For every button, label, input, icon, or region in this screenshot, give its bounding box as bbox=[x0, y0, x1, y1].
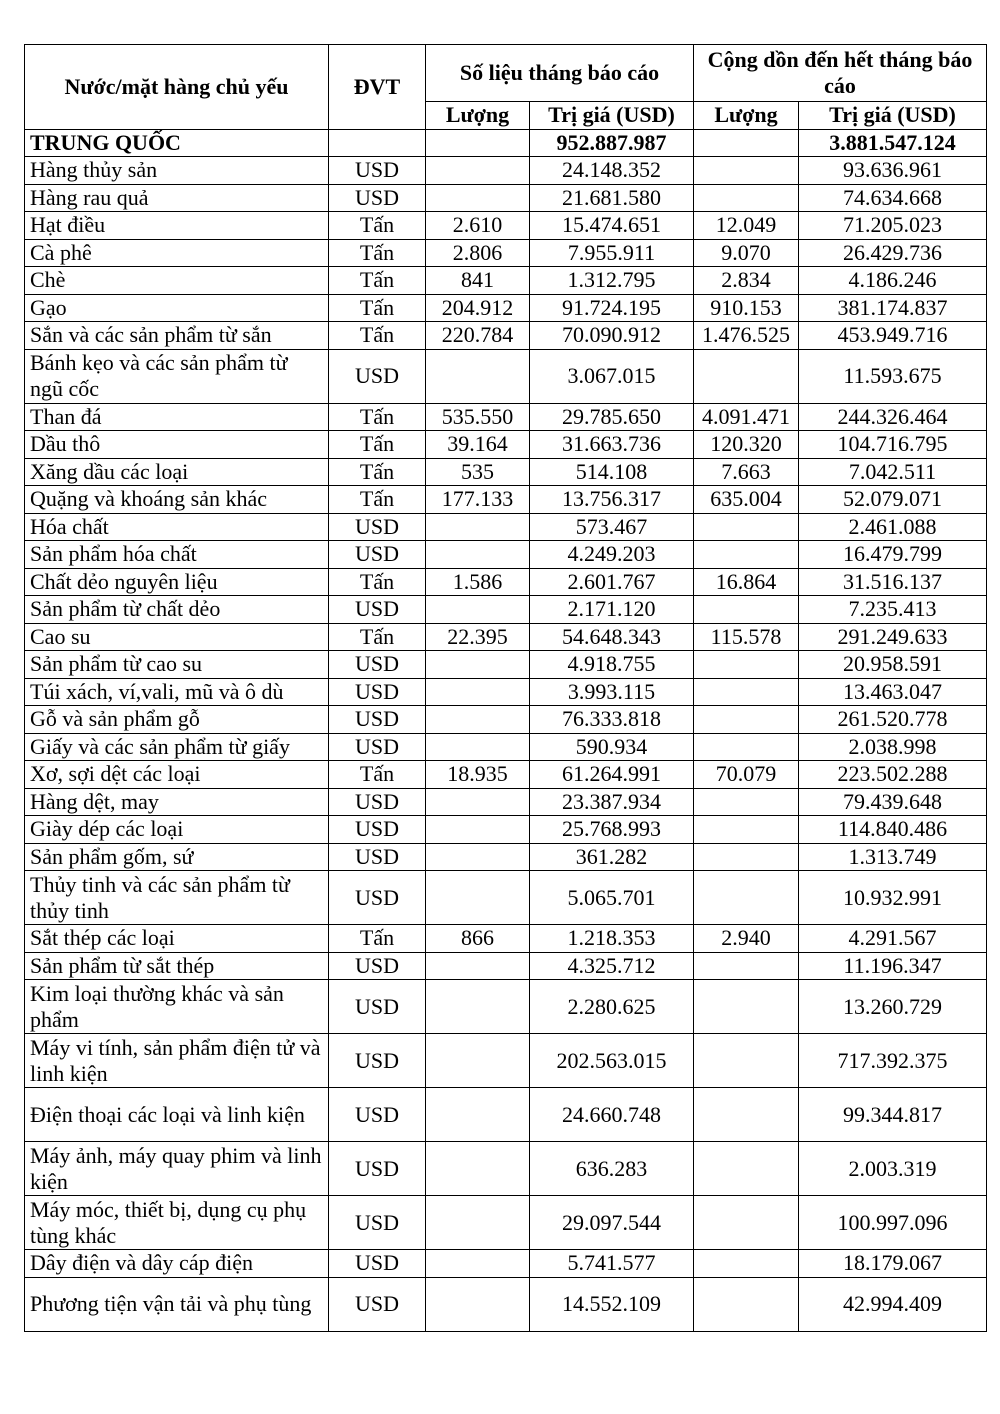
item-unit: Tấn bbox=[329, 403, 426, 431]
item-value: 4.918.755 bbox=[530, 651, 694, 679]
item-cum-qty bbox=[694, 1250, 799, 1278]
table-row bbox=[25, 1250, 987, 1278]
item-name: Cà phê bbox=[25, 239, 329, 267]
item-qty bbox=[426, 1142, 530, 1196]
item-cum-qty bbox=[694, 184, 799, 212]
item-unit: USD bbox=[329, 678, 426, 706]
item-cum-qty bbox=[694, 596, 799, 624]
item-name: Cao su bbox=[25, 623, 329, 651]
table-row bbox=[25, 1196, 987, 1250]
item-cum-value: 7.042.511 bbox=[799, 458, 987, 486]
item-cum-qty bbox=[694, 1034, 799, 1088]
table-row bbox=[25, 952, 987, 980]
item-cum-qty bbox=[694, 871, 799, 925]
item-value: 5.741.577 bbox=[530, 1250, 694, 1278]
item-name: Hàng rau quả bbox=[25, 184, 329, 212]
item-qty bbox=[426, 1088, 530, 1142]
item-qty bbox=[426, 596, 530, 624]
item-value: 29.785.650 bbox=[530, 403, 694, 431]
item-unit: Tấn bbox=[329, 212, 426, 240]
item-cum-value: 100.997.096 bbox=[799, 1196, 987, 1250]
item-qty: 535.550 bbox=[426, 403, 530, 431]
item-qty: 18.935 bbox=[426, 761, 530, 789]
item-name: Sản phẩm từ cao su bbox=[25, 651, 329, 679]
item-qty bbox=[426, 349, 530, 403]
table-row bbox=[25, 761, 987, 789]
item-unit: USD bbox=[329, 980, 426, 1034]
item-cum-qty: 1.476.525 bbox=[694, 322, 799, 350]
table-row bbox=[25, 678, 987, 706]
item-cum-qty: 16.864 bbox=[694, 568, 799, 596]
table-row bbox=[25, 403, 987, 431]
item-name: Sắt thép các loại bbox=[25, 925, 329, 953]
item-value: 5.065.701 bbox=[530, 871, 694, 925]
item-cum-value: 261.520.778 bbox=[799, 706, 987, 734]
item-unit: Tấn bbox=[329, 623, 426, 651]
item-qty bbox=[426, 651, 530, 679]
item-qty bbox=[426, 788, 530, 816]
item-qty bbox=[426, 733, 530, 761]
item-cum-value: 453.949.716 bbox=[799, 322, 987, 350]
table-row bbox=[25, 925, 987, 953]
item-name: Hàng dệt, may bbox=[25, 788, 329, 816]
item-unit: USD bbox=[329, 157, 426, 185]
item-cum-qty bbox=[694, 157, 799, 185]
item-unit: Tấn bbox=[329, 761, 426, 789]
item-name: Điện thoại các loại và linh kiện bbox=[25, 1088, 329, 1142]
table-row bbox=[25, 157, 987, 185]
table-row bbox=[25, 980, 987, 1034]
table-row bbox=[25, 816, 987, 844]
item-name: Dầu thô bbox=[25, 431, 329, 459]
table-row bbox=[25, 184, 987, 212]
item-name: Phương tiện vận tải và phụ tùng bbox=[25, 1277, 329, 1331]
item-qty bbox=[426, 980, 530, 1034]
item-qty: 2.610 bbox=[426, 212, 530, 240]
item-cum-value: 13.463.047 bbox=[799, 678, 987, 706]
country-unit bbox=[329, 129, 426, 157]
item-unit: USD bbox=[329, 871, 426, 925]
table-row bbox=[25, 458, 987, 486]
item-qty bbox=[426, 541, 530, 569]
item-cum-value: 10.932.991 bbox=[799, 871, 987, 925]
item-value: 202.563.015 bbox=[530, 1034, 694, 1088]
item-qty bbox=[426, 706, 530, 734]
item-unit: USD bbox=[329, 733, 426, 761]
item-unit: Tấn bbox=[329, 294, 426, 322]
item-cum-value: 11.196.347 bbox=[799, 952, 987, 980]
item-name: Máy móc, thiết bị, dụng cụ phụ tùng khác bbox=[25, 1196, 329, 1250]
item-unit: USD bbox=[329, 1277, 426, 1331]
item-qty: 1.586 bbox=[426, 568, 530, 596]
item-value: 3.067.015 bbox=[530, 349, 694, 403]
item-qty: 177.133 bbox=[426, 486, 530, 514]
item-qty: 535 bbox=[426, 458, 530, 486]
item-qty bbox=[426, 1250, 530, 1278]
item-name: Giấy và các sản phẩm từ giấy bbox=[25, 733, 329, 761]
item-cum-value: 52.079.071 bbox=[799, 486, 987, 514]
item-value: 4.249.203 bbox=[530, 541, 694, 569]
item-value: 23.387.934 bbox=[530, 788, 694, 816]
item-cum-value: 99.344.817 bbox=[799, 1088, 987, 1142]
item-name: Hàng thủy sản bbox=[25, 157, 329, 185]
item-unit: Tấn bbox=[329, 239, 426, 267]
table-row bbox=[25, 294, 987, 322]
item-name: Quặng và khoáng sản khác bbox=[25, 486, 329, 514]
item-cum-qty bbox=[694, 1142, 799, 1196]
table-row bbox=[25, 733, 987, 761]
item-qty bbox=[426, 157, 530, 185]
item-cum-qty bbox=[694, 952, 799, 980]
item-cum-value: 717.392.375 bbox=[799, 1034, 987, 1088]
table-row bbox=[25, 651, 987, 679]
item-name: Kim loại thường khác và sản phẩm bbox=[25, 980, 329, 1034]
item-name: Xăng dầu các loại bbox=[25, 458, 329, 486]
item-unit: USD bbox=[329, 1142, 426, 1196]
item-name: Sản phẩm từ sắt thép bbox=[25, 952, 329, 980]
item-name: Hạt điều bbox=[25, 212, 329, 240]
table-row bbox=[25, 349, 987, 403]
item-value: 636.283 bbox=[530, 1142, 694, 1196]
item-cum-value: 42.994.409 bbox=[799, 1277, 987, 1331]
item-cum-value: 13.260.729 bbox=[799, 980, 987, 1034]
item-cum-value: 4.186.246 bbox=[799, 267, 987, 295]
header-unit: ĐVT bbox=[329, 45, 426, 130]
item-value: 514.108 bbox=[530, 458, 694, 486]
table-row bbox=[25, 1142, 987, 1196]
country-cum-qty bbox=[694, 129, 799, 157]
item-name: Dây điện và dây cáp điện bbox=[25, 1250, 329, 1278]
item-value: 2.280.625 bbox=[530, 980, 694, 1034]
item-cum-qty bbox=[694, 980, 799, 1034]
item-name: Than đá bbox=[25, 403, 329, 431]
country-value: 952.887.987 bbox=[530, 129, 694, 157]
item-qty bbox=[426, 1277, 530, 1331]
item-cum-qty bbox=[694, 349, 799, 403]
header-item: Nước/mặt hàng chủ yếu bbox=[25, 45, 329, 130]
item-cum-value: 79.439.648 bbox=[799, 788, 987, 816]
item-cum-value: 71.205.023 bbox=[799, 212, 987, 240]
item-qty bbox=[426, 871, 530, 925]
item-name: Giày dép các loại bbox=[25, 816, 329, 844]
header-cum-value: Trị giá (USD) bbox=[799, 102, 987, 130]
item-unit: USD bbox=[329, 541, 426, 569]
item-name: Máy ảnh, máy quay phim và linh kiện bbox=[25, 1142, 329, 1196]
table-row bbox=[25, 486, 987, 514]
item-name: Máy vi tính, sản phẩm điện tử và linh kiện bbox=[25, 1034, 329, 1088]
item-unit: USD bbox=[329, 349, 426, 403]
item-value: 76.333.818 bbox=[530, 706, 694, 734]
item-cum-qty bbox=[694, 541, 799, 569]
item-value: 590.934 bbox=[530, 733, 694, 761]
item-cum-value: 16.479.799 bbox=[799, 541, 987, 569]
table-row bbox=[25, 541, 987, 569]
item-value: 29.097.544 bbox=[530, 1196, 694, 1250]
country-name: TRUNG QUỐC bbox=[25, 129, 329, 157]
item-cum-value: 1.313.749 bbox=[799, 843, 987, 871]
item-cum-qty: 4.091.471 bbox=[694, 403, 799, 431]
item-value: 2.171.120 bbox=[530, 596, 694, 624]
item-cum-value: 114.840.486 bbox=[799, 816, 987, 844]
item-cum-qty: 2.834 bbox=[694, 267, 799, 295]
item-value: 14.552.109 bbox=[530, 1277, 694, 1331]
item-unit: USD bbox=[329, 513, 426, 541]
item-unit: Tấn bbox=[329, 925, 426, 953]
table-row bbox=[25, 513, 987, 541]
item-cum-qty bbox=[694, 788, 799, 816]
country-row bbox=[25, 129, 987, 157]
country-cum-value: 3.881.547.124 bbox=[799, 129, 987, 157]
item-qty bbox=[426, 843, 530, 871]
item-cum-value: 11.593.675 bbox=[799, 349, 987, 403]
item-value: 573.467 bbox=[530, 513, 694, 541]
table-row bbox=[25, 239, 987, 267]
item-qty: 841 bbox=[426, 267, 530, 295]
item-cum-qty bbox=[694, 651, 799, 679]
item-cum-value: 244.326.464 bbox=[799, 403, 987, 431]
item-qty bbox=[426, 816, 530, 844]
item-name: Gỗ và sản phẩm gỗ bbox=[25, 706, 329, 734]
item-name: Thủy tinh và các sản phẩm từ thủy tinh bbox=[25, 871, 329, 925]
table-row bbox=[25, 568, 987, 596]
item-cum-qty bbox=[694, 1277, 799, 1331]
item-qty: 2.806 bbox=[426, 239, 530, 267]
item-value: 70.090.912 bbox=[530, 322, 694, 350]
item-cum-value: 93.636.961 bbox=[799, 157, 987, 185]
item-unit: USD bbox=[329, 596, 426, 624]
item-unit: USD bbox=[329, 706, 426, 734]
item-cum-qty bbox=[694, 513, 799, 541]
item-name: Chất dẻo nguyên liệu bbox=[25, 568, 329, 596]
item-unit: USD bbox=[329, 1034, 426, 1088]
item-cum-qty: 12.049 bbox=[694, 212, 799, 240]
item-qty bbox=[426, 513, 530, 541]
item-value: 4.325.712 bbox=[530, 952, 694, 980]
table-row bbox=[25, 788, 987, 816]
item-cum-value: 74.634.668 bbox=[799, 184, 987, 212]
trade-table bbox=[24, 44, 987, 1332]
item-cum-qty: 120.320 bbox=[694, 431, 799, 459]
item-name: Xơ, sợi dệt các loại bbox=[25, 761, 329, 789]
item-value: 2.601.767 bbox=[530, 568, 694, 596]
item-value: 24.660.748 bbox=[530, 1088, 694, 1142]
item-qty: 866 bbox=[426, 925, 530, 953]
item-cum-value: 31.516.137 bbox=[799, 568, 987, 596]
item-unit: USD bbox=[329, 1250, 426, 1278]
item-name: Túi xách, ví,vali, mũ và ô dù bbox=[25, 678, 329, 706]
item-name: Bánh kẹo và các sản phẩm từ ngũ cốc bbox=[25, 349, 329, 403]
item-qty: 204.912 bbox=[426, 294, 530, 322]
table-row bbox=[25, 212, 987, 240]
table-body bbox=[25, 129, 987, 1331]
header-month: Số liệu tháng báo cáo bbox=[426, 45, 694, 102]
item-cum-qty: 910.153 bbox=[694, 294, 799, 322]
item-unit: Tấn bbox=[329, 431, 426, 459]
item-value: 361.282 bbox=[530, 843, 694, 871]
item-cum-qty: 115.578 bbox=[694, 623, 799, 651]
item-unit: USD bbox=[329, 952, 426, 980]
item-value: 21.681.580 bbox=[530, 184, 694, 212]
item-cum-qty bbox=[694, 733, 799, 761]
item-value: 54.648.343 bbox=[530, 623, 694, 651]
item-cum-qty bbox=[694, 706, 799, 734]
item-value: 24.148.352 bbox=[530, 157, 694, 185]
table-row bbox=[25, 1088, 987, 1142]
item-qty bbox=[426, 184, 530, 212]
item-cum-qty: 9.070 bbox=[694, 239, 799, 267]
item-cum-value: 2.461.088 bbox=[799, 513, 987, 541]
item-cum-qty: 70.079 bbox=[694, 761, 799, 789]
country-qty bbox=[426, 129, 530, 157]
item-value: 3.993.115 bbox=[530, 678, 694, 706]
item-value: 1.312.795 bbox=[530, 267, 694, 295]
item-cum-qty: 635.004 bbox=[694, 486, 799, 514]
table-row bbox=[25, 1277, 987, 1331]
item-name: Chè bbox=[25, 267, 329, 295]
item-qty bbox=[426, 678, 530, 706]
item-unit: Tấn bbox=[329, 568, 426, 596]
item-unit: Tấn bbox=[329, 267, 426, 295]
item-unit: USD bbox=[329, 184, 426, 212]
item-value: 7.955.911 bbox=[530, 239, 694, 267]
item-value: 1.218.353 bbox=[530, 925, 694, 953]
item-cum-qty bbox=[694, 816, 799, 844]
item-value: 15.474.651 bbox=[530, 212, 694, 240]
item-cum-value: 2.038.998 bbox=[799, 733, 987, 761]
item-cum-value: 7.235.413 bbox=[799, 596, 987, 624]
table-row bbox=[25, 1034, 987, 1088]
item-value: 13.756.317 bbox=[530, 486, 694, 514]
item-unit: Tấn bbox=[329, 458, 426, 486]
item-cum-qty bbox=[694, 1196, 799, 1250]
item-name: Sản phẩm từ chất dẻo bbox=[25, 596, 329, 624]
item-cum-value: 104.716.795 bbox=[799, 431, 987, 459]
item-cum-qty bbox=[694, 1088, 799, 1142]
item-qty: 220.784 bbox=[426, 322, 530, 350]
table-row bbox=[25, 322, 987, 350]
table-row bbox=[25, 871, 987, 925]
table-row bbox=[25, 843, 987, 871]
item-qty bbox=[426, 952, 530, 980]
header-cumulative: Cộng dồn đến hết tháng báo cáo bbox=[694, 45, 987, 102]
item-cum-qty: 7.663 bbox=[694, 458, 799, 486]
item-cum-qty: 2.940 bbox=[694, 925, 799, 953]
item-cum-qty bbox=[694, 678, 799, 706]
item-unit: USD bbox=[329, 816, 426, 844]
item-qty: 22.395 bbox=[426, 623, 530, 651]
item-unit: Tấn bbox=[329, 486, 426, 514]
item-name: Sắn và các sản phẩm từ sắn bbox=[25, 322, 329, 350]
item-name: Hóa chất bbox=[25, 513, 329, 541]
item-value: 91.724.195 bbox=[530, 294, 694, 322]
header-value: Trị giá (USD) bbox=[530, 102, 694, 130]
table-header bbox=[25, 45, 987, 130]
item-cum-value: 291.249.633 bbox=[799, 623, 987, 651]
table-row bbox=[25, 431, 987, 459]
item-name: Sản phẩm hóa chất bbox=[25, 541, 329, 569]
item-unit: USD bbox=[329, 1088, 426, 1142]
item-cum-value: 2.003.319 bbox=[799, 1142, 987, 1196]
item-value: 31.663.736 bbox=[530, 431, 694, 459]
item-value: 61.264.991 bbox=[530, 761, 694, 789]
table-row bbox=[25, 706, 987, 734]
item-cum-value: 26.429.736 bbox=[799, 239, 987, 267]
item-unit: USD bbox=[329, 788, 426, 816]
table-row bbox=[25, 596, 987, 624]
item-cum-value: 20.958.591 bbox=[799, 651, 987, 679]
item-qty bbox=[426, 1196, 530, 1250]
item-unit: USD bbox=[329, 651, 426, 679]
header-cum-qty: Lượng bbox=[694, 102, 799, 130]
header-qty: Lượng bbox=[426, 102, 530, 130]
item-unit: USD bbox=[329, 1196, 426, 1250]
item-unit: Tấn bbox=[329, 322, 426, 350]
item-unit: USD bbox=[329, 843, 426, 871]
item-cum-value: 223.502.288 bbox=[799, 761, 987, 789]
item-qty bbox=[426, 1034, 530, 1088]
item-cum-qty bbox=[694, 843, 799, 871]
table-row bbox=[25, 623, 987, 651]
item-cum-value: 381.174.837 bbox=[799, 294, 987, 322]
item-cum-value: 18.179.067 bbox=[799, 1250, 987, 1278]
item-value: 25.768.993 bbox=[530, 816, 694, 844]
item-cum-value: 4.291.567 bbox=[799, 925, 987, 953]
table-row bbox=[25, 267, 987, 295]
item-name: Gạo bbox=[25, 294, 329, 322]
item-qty: 39.164 bbox=[426, 431, 530, 459]
item-name: Sản phẩm gốm, sứ bbox=[25, 843, 329, 871]
